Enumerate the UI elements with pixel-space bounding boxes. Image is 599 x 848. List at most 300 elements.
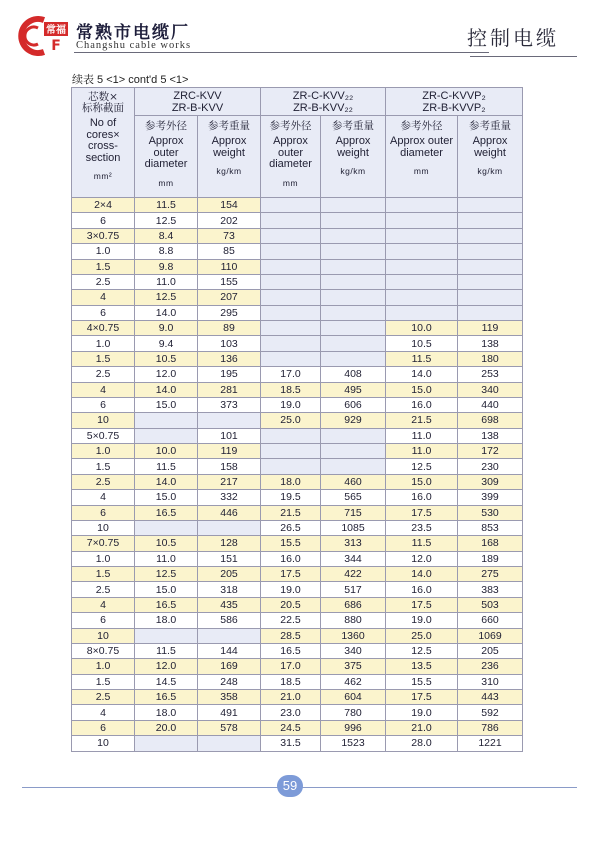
table-row <box>72 305 523 320</box>
table-row <box>72 351 523 366</box>
diameter-cell: 17.5 <box>261 567 321 582</box>
company-name-en: Changshu cable works <box>76 40 192 51</box>
diameter-cell: 15.0 <box>386 382 458 397</box>
diameter-cell: 10.0 <box>135 444 198 459</box>
table-row <box>72 597 523 612</box>
table-row <box>72 613 523 628</box>
spec-cell: 4 <box>72 490 135 505</box>
diameter-cell <box>261 428 321 443</box>
spec-cell: 2.5 <box>72 690 135 705</box>
weight-cell: 786 <box>458 720 523 735</box>
weight-cell: 158 <box>198 459 261 474</box>
diameter-cell: 11.5 <box>386 351 458 366</box>
diameter-column-header <box>261 116 321 198</box>
weight-cell <box>321 274 386 289</box>
spec-cell: 4 <box>72 597 135 612</box>
diameter-cell <box>261 213 321 228</box>
weight-cell: 172 <box>458 444 523 459</box>
weight-cell: 495 <box>321 382 386 397</box>
weight-cell: 996 <box>321 720 386 735</box>
spec-cell: 1.5 <box>72 459 135 474</box>
table-row <box>72 459 523 474</box>
diameter-cell: 16.5 <box>135 690 198 705</box>
diameter-cell: 14.0 <box>135 474 198 489</box>
diameter-cell: 19.0 <box>386 705 458 720</box>
subheader-en: Approx weight <box>211 135 247 159</box>
weight-cell <box>321 213 386 228</box>
weight-cell: 169 <box>198 659 261 674</box>
weight-cell: 281 <box>198 382 261 397</box>
weight-cell: 1221 <box>458 736 523 751</box>
group-header-line1: ZR-C-KVV₂₂ <box>292 90 354 102</box>
spec-cell: 2.5 <box>72 274 135 289</box>
weight-cell <box>321 459 386 474</box>
diameter-cell: 25.0 <box>386 628 458 643</box>
page-number: 59 <box>277 775 303 797</box>
diameter-cell: 31.5 <box>261 736 321 751</box>
weight-cell: 604 <box>321 690 386 705</box>
subheader-en: Approx outer diameter <box>269 135 312 171</box>
subheader-unit: mm <box>413 166 430 177</box>
company-logo <box>14 16 72 56</box>
weight-cell: 1360 <box>321 628 386 643</box>
diameter-cell: 13.5 <box>386 659 458 674</box>
diameter-cell: 8.8 <box>135 244 198 259</box>
weight-cell: 195 <box>198 367 261 382</box>
weight-cell: 217 <box>198 474 261 489</box>
weight-cell <box>458 274 523 289</box>
spec-cell: 2.5 <box>72 367 135 382</box>
weight-cell: 1523 <box>321 736 386 751</box>
weight-cell: 310 <box>458 674 523 689</box>
table-row <box>72 505 523 520</box>
header-divider <box>74 52 489 53</box>
subheader-en: Approx weight <box>335 135 371 159</box>
spec-cell: 7×0.75 <box>72 536 135 551</box>
diameter-cell <box>135 520 198 535</box>
diameter-cell: 18.0 <box>135 613 198 628</box>
weight-column-header <box>198 116 261 198</box>
diameter-cell: 17.0 <box>261 367 321 382</box>
diameter-cell: 14.0 <box>386 367 458 382</box>
spec-cell: 1.0 <box>72 244 135 259</box>
weight-cell: 205 <box>198 567 261 582</box>
diameter-cell <box>261 244 321 259</box>
weight-cell: 698 <box>458 413 523 428</box>
table-row <box>72 674 523 689</box>
table-row <box>72 520 523 535</box>
subheader-cn: 参考外径 <box>269 120 312 132</box>
subheader-cn: 参考重量 <box>208 120 250 132</box>
diameter-cell <box>261 459 321 474</box>
weight-cell: 313 <box>321 536 386 551</box>
weight-cell: 578 <box>198 720 261 735</box>
diameter-cell: 21.5 <box>386 413 458 428</box>
table-row <box>72 413 523 428</box>
diameter-cell: 11.5 <box>135 459 198 474</box>
table-row <box>72 428 523 443</box>
weight-cell: 103 <box>198 336 261 351</box>
group-header-line2: ZR-B-KVV <box>171 101 224 114</box>
weight-cell <box>321 305 386 320</box>
svg-text:常福: 常福 <box>46 25 66 36</box>
diameter-cell: 22.5 <box>261 613 321 628</box>
weight-cell: 422 <box>321 567 386 582</box>
diameter-cell: 18.5 <box>261 382 321 397</box>
weight-cell: 340 <box>321 643 386 658</box>
weight-cell: 399 <box>458 490 523 505</box>
weight-cell: 138 <box>458 428 523 443</box>
weight-cell: 443 <box>458 690 523 705</box>
weight-cell <box>321 244 386 259</box>
weight-cell <box>198 736 261 751</box>
weight-cell <box>458 305 523 320</box>
diameter-cell: 15.0 <box>386 474 458 489</box>
weight-column-header <box>458 116 523 198</box>
spec-cell: 1.0 <box>72 444 135 459</box>
weight-cell <box>458 259 523 274</box>
diameter-cell: 12.0 <box>386 551 458 566</box>
spec-cell: 1.0 <box>72 659 135 674</box>
table-row <box>72 643 523 658</box>
diameter-cell: 20.0 <box>135 720 198 735</box>
diameter-cell: 14.0 <box>135 305 198 320</box>
diameter-cell: 19.0 <box>261 397 321 412</box>
diameter-cell: 12.5 <box>386 643 458 658</box>
svg-text:F: F <box>51 38 61 54</box>
weight-cell <box>458 290 523 305</box>
subheader-cn: 参考重量 <box>332 120 374 132</box>
diameter-cell: 12.5 <box>135 213 198 228</box>
diameter-cell <box>386 228 458 243</box>
company-name-cn: 常熟市电缆厂 <box>76 23 190 43</box>
spec-cell: 6 <box>72 505 135 520</box>
subheader-unit: kg/km <box>340 166 366 177</box>
diameter-cell: 16.0 <box>386 490 458 505</box>
weight-cell: 230 <box>458 459 523 474</box>
diameter-cell: 11.0 <box>135 274 198 289</box>
weight-cell: 880 <box>321 613 386 628</box>
spec-cell: 6 <box>72 305 135 320</box>
diameter-cell <box>261 351 321 366</box>
table-row <box>72 567 523 582</box>
table-row <box>72 382 523 397</box>
diameter-cell: 16.5 <box>135 505 198 520</box>
weight-cell <box>321 428 386 443</box>
weight-cell <box>321 198 386 213</box>
diameter-cell: 12.5 <box>386 459 458 474</box>
diameter-cell: 10.5 <box>135 351 198 366</box>
diameter-cell <box>261 198 321 213</box>
spec-cell: 6 <box>72 613 135 628</box>
diameter-cell: 8.4 <box>135 228 198 243</box>
weight-cell: 275 <box>458 567 523 582</box>
diameter-cell: 19.5 <box>261 490 321 505</box>
weight-cell: 440 <box>458 397 523 412</box>
diameter-cell <box>261 228 321 243</box>
table-row <box>72 736 523 751</box>
weight-cell: 715 <box>321 505 386 520</box>
spec-header-cn: 芯数× 标称截面 <box>82 91 124 115</box>
table-row <box>72 582 523 597</box>
diameter-cell <box>386 198 458 213</box>
diameter-cell: 9.8 <box>135 259 198 274</box>
weight-cell: 144 <box>198 643 261 658</box>
weight-cell: 530 <box>458 505 523 520</box>
weight-cell: 309 <box>458 474 523 489</box>
diameter-cell: 17.5 <box>386 690 458 705</box>
diameter-cell: 19.0 <box>386 613 458 628</box>
weight-cell <box>458 198 523 213</box>
weight-cell: 151 <box>198 551 261 566</box>
group-header-line1: ZR-C-KVVP₂ <box>422 90 486 102</box>
weight-cell: 358 <box>198 690 261 705</box>
weight-cell: 207 <box>198 290 261 305</box>
spec-cell: 10 <box>72 413 135 428</box>
diameter-cell: 14.0 <box>386 567 458 582</box>
weight-cell: 565 <box>321 490 386 505</box>
spec-cell: 6 <box>72 213 135 228</box>
table-row <box>72 659 523 674</box>
weight-cell: 373 <box>198 397 261 412</box>
diameter-cell: 18.0 <box>261 474 321 489</box>
spec-cell: 6 <box>72 397 135 412</box>
spec-cell: 1.5 <box>72 259 135 274</box>
weight-cell: 606 <box>321 397 386 412</box>
weight-cell: 155 <box>198 274 261 289</box>
diameter-cell: 18.0 <box>135 705 198 720</box>
diameter-cell: 12.0 <box>135 659 198 674</box>
diameter-cell: 15.0 <box>135 490 198 505</box>
table-row <box>72 198 523 213</box>
diameter-cell: 12.5 <box>135 290 198 305</box>
diameter-cell: 21.5 <box>261 505 321 520</box>
diameter-cell: 17.0 <box>261 659 321 674</box>
table-row <box>72 290 523 305</box>
table-row <box>72 336 523 351</box>
weight-cell <box>321 336 386 351</box>
table-row <box>72 228 523 243</box>
table-row <box>72 397 523 412</box>
weight-cell <box>458 228 523 243</box>
subheader-en: Approx weight <box>472 135 508 159</box>
weight-cell: 202 <box>198 213 261 228</box>
weight-cell: 318 <box>198 582 261 597</box>
weight-cell: 592 <box>458 705 523 720</box>
diameter-cell <box>261 336 321 351</box>
weight-cell <box>321 259 386 274</box>
table-row <box>72 490 523 505</box>
weight-cell <box>458 213 523 228</box>
weight-cell: 460 <box>321 474 386 489</box>
diameter-cell: 19.0 <box>261 582 321 597</box>
diameter-cell: 9.4 <box>135 336 198 351</box>
spec-cell: 1.5 <box>72 351 135 366</box>
spec-cell: 1.0 <box>72 336 135 351</box>
diameter-cell: 24.5 <box>261 720 321 735</box>
table-row <box>72 551 523 566</box>
subheader-cn: 参考外径 <box>400 120 443 132</box>
diameter-cell <box>386 259 458 274</box>
diameter-cell <box>135 428 198 443</box>
table-row <box>72 536 523 551</box>
diameter-cell: 15.0 <box>135 582 198 597</box>
weight-cell: 189 <box>458 551 523 566</box>
weight-cell: 929 <box>321 413 386 428</box>
spec-header-unit: mm² <box>93 171 113 182</box>
weight-cell <box>198 520 261 535</box>
weight-cell: 85 <box>198 244 261 259</box>
diameter-cell: 28.0 <box>386 736 458 751</box>
weight-cell: 408 <box>321 367 386 382</box>
diameter-cell <box>261 259 321 274</box>
diameter-cell: 15.5 <box>386 674 458 689</box>
table-row <box>72 720 523 735</box>
weight-cell: 340 <box>458 382 523 397</box>
weight-cell: 295 <box>198 305 261 320</box>
spec-cell: 10 <box>72 520 135 535</box>
weight-cell: 89 <box>198 321 261 336</box>
subheader-cn: 参考重量 <box>469 120 512 132</box>
subheader-en: Approx outer diameter <box>390 135 453 159</box>
diameter-cell: 23.5 <box>386 520 458 535</box>
diameter-cell: 21.0 <box>386 720 458 735</box>
diameter-cell: 15.5 <box>261 536 321 551</box>
group-header-kvv <box>135 88 261 116</box>
table-row <box>72 705 523 720</box>
diameter-cell: 16.5 <box>261 643 321 658</box>
diameter-cell: 9.0 <box>135 321 198 336</box>
diameter-cell <box>261 321 321 336</box>
subheader-cn: 参考外径 <box>145 120 187 132</box>
weight-cell <box>321 321 386 336</box>
diameter-cell: 17.5 <box>386 597 458 612</box>
cable-spec-table <box>71 87 522 752</box>
weight-cell: 253 <box>458 367 523 382</box>
diameter-cell: 10.5 <box>386 336 458 351</box>
diameter-cell: 16.0 <box>386 582 458 597</box>
spec-cell: 2.5 <box>72 474 135 489</box>
weight-cell: 780 <box>321 705 386 720</box>
diameter-cell: 18.5 <box>261 674 321 689</box>
diameter-cell <box>135 736 198 751</box>
weight-cell: 168 <box>458 536 523 551</box>
diameter-column-header <box>135 116 198 198</box>
weight-cell: 503 <box>458 597 523 612</box>
weight-cell: 446 <box>198 505 261 520</box>
weight-cell <box>321 228 386 243</box>
table-row <box>72 628 523 643</box>
diameter-cell: 17.5 <box>386 505 458 520</box>
diameter-cell: 14.5 <box>135 674 198 689</box>
weight-cell <box>458 244 523 259</box>
diameter-column-header <box>386 116 458 198</box>
diameter-cell <box>261 290 321 305</box>
table-row <box>72 274 523 289</box>
spec-cell: 3×0.75 <box>72 228 135 243</box>
group-header-line2: ZR-B-KVVP₂ <box>422 101 486 114</box>
diameter-cell: 26.5 <box>261 520 321 535</box>
diameter-cell <box>386 213 458 228</box>
spec-cell: 4×0.75 <box>72 321 135 336</box>
diameter-cell: 11.5 <box>135 643 198 658</box>
diameter-cell: 14.0 <box>135 382 198 397</box>
diameter-cell: 16.0 <box>261 551 321 566</box>
spec-cell: 4 <box>72 705 135 720</box>
diameter-cell: 12.5 <box>135 567 198 582</box>
weight-cell: 686 <box>321 597 386 612</box>
diameter-cell: 11.5 <box>386 536 458 551</box>
spec-cell: 1.0 <box>72 551 135 566</box>
diameter-cell: 21.0 <box>261 690 321 705</box>
table-row <box>72 213 523 228</box>
weight-cell: 1085 <box>321 520 386 535</box>
diameter-cell: 15.0 <box>135 397 198 412</box>
weight-cell: 435 <box>198 597 261 612</box>
table-row <box>72 259 523 274</box>
weight-cell: 853 <box>458 520 523 535</box>
diameter-cell <box>261 305 321 320</box>
weight-cell: 101 <box>198 428 261 443</box>
weight-cell <box>321 351 386 366</box>
diameter-cell <box>135 628 198 643</box>
weight-cell: 248 <box>198 674 261 689</box>
diameter-cell <box>386 274 458 289</box>
diameter-cell <box>261 274 321 289</box>
spec-cell: 6 <box>72 720 135 735</box>
title-underline <box>470 56 577 57</box>
spec-cell: 2.5 <box>72 582 135 597</box>
weight-cell: 660 <box>458 613 523 628</box>
table-row <box>72 244 523 259</box>
table-row <box>72 367 523 382</box>
group-header-line1: ZRC-KVV <box>173 90 222 102</box>
subheader-unit: mm <box>282 177 299 188</box>
diameter-cell: 16.5 <box>135 597 198 612</box>
weight-cell: 138 <box>458 336 523 351</box>
spec-cell: 10 <box>72 736 135 751</box>
weight-cell <box>198 413 261 428</box>
weight-cell: 1069 <box>458 628 523 643</box>
diameter-cell: 12.0 <box>135 367 198 382</box>
diameter-cell: 11.5 <box>135 198 198 213</box>
spec-cell: 5×0.75 <box>72 428 135 443</box>
weight-cell: 180 <box>458 351 523 366</box>
diameter-cell: 16.0 <box>386 397 458 412</box>
subheader-en: Approx outer diameter <box>144 135 188 171</box>
diameter-cell: 23.0 <box>261 705 321 720</box>
weight-cell <box>198 628 261 643</box>
spec-cell: 4 <box>72 290 135 305</box>
diameter-cell: 11.0 <box>386 444 458 459</box>
subheader-unit: kg/km <box>216 166 242 177</box>
weight-cell: 128 <box>198 536 261 551</box>
spec-cell: 1.5 <box>72 567 135 582</box>
weight-cell: 236 <box>458 659 523 674</box>
diameter-cell: 10.0 <box>386 321 458 336</box>
weight-cell: 73 <box>198 228 261 243</box>
diameter-cell <box>261 444 321 459</box>
weight-cell: 383 <box>458 582 523 597</box>
spec-column-header <box>72 88 135 198</box>
table-row <box>72 321 523 336</box>
table-row <box>72 474 523 489</box>
diameter-cell <box>386 305 458 320</box>
spec-cell: 1.5 <box>72 674 135 689</box>
weight-cell: 136 <box>198 351 261 366</box>
weight-cell: 154 <box>198 198 261 213</box>
subheader-unit: kg/km <box>477 166 503 177</box>
